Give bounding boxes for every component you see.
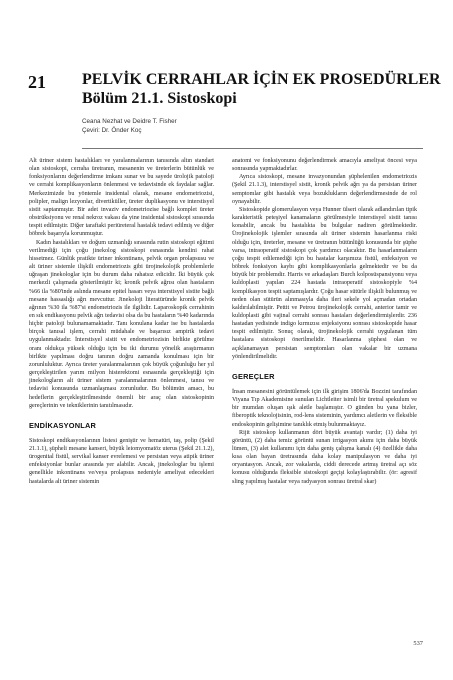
chapter-number: 21	[28, 72, 46, 92]
authors: Ceana Nezhat ve Deidre T. Fisher	[82, 118, 177, 125]
author-block	[82, 117, 422, 135]
page-number: 537	[413, 640, 423, 647]
paragraph: Sistoskopi endikasyonlarının listesi geniştir ve hematüri, taş, polip (Şekil 21.1.1), şüpheli mesane kanseri, büyük leiomyomatöz uterus (Şekil 21.1.2), ürogenital fistül, servikal kanser evrelemesi ve persistan veya atipik üriner enfeksiyonlar bunlar arasında yer alabilir. Ancak, jinekologlar bu işlemi genellikle inkontinans ve/veya prolapsus nedeniyle ameliyat edecekleri hastalarda alt üriner sistemin	[29, 437, 214, 485]
paragraph: anatomi ve fonksiyonunu değerlendirmek amacıyla ameliyat öncesi veya sonrasında yapmaktadırlar.	[232, 158, 417, 173]
section-heading-endikasyonlar: ENDİKASYONLAR	[29, 420, 97, 430]
translator: Çeviri: Dr. Önder Koç	[82, 127, 142, 134]
section-heading-gerecler: GEREÇLER	[232, 371, 275, 381]
left-column	[29, 157, 214, 486]
paragraph: Sistoskopide glomerulasyon veya Hunner ülseri olarak adlandırılan tipik karakteristik peteşiyel kanamaların görülmesiyle interstisyel sistit tanısı konabilir, ancak bu hastalıkta bu bulgular nadiren görülmektedir. Ürojinekolojik işlemler sırasında alt üriner sistemin hasarlanma riski olduğu için, üreterler, mesane ve üretranın bütünlüğü konusunda bir şüphe varsa, intraoperatif sistoskopi çok yardımcı olacaktır. Bu hasarlanmaların çoğu tespit edilemediği için bu hastalar karşımıza fistül, enfeksiyon ve böbrek fonksiyon kaybı gibi komplikasyonlarla gelmektedir ve bu da büyük bir problemdir. Harris ve arkadaşları Burch kolposüspansiyonu veya kuldoplasti yapılan 224 hastada intraoperatif sistoskopiyle %4 komplikasyon tespit saptamışlardır. Çoğu hasar sütürle ilişkili bulunmuş ve neden olan sütürün alınmasıyla daha ileri sekele yol açmadan ortadan kaldırılabilmiştir. Pettit ve Petrou ürojinekolojik cerrahi, anterior tamir ve kuldoplasti gibi vajinal cerrahi sonrası hastaları değerlendirmişlerdir. 236 hastadan yedisinde indigo kırmızısı enjeksiyonu sonrası sistoskopide hasar tespit edilmiştir. Sonuç olarak, ürojinekolojik cerrahi uygulanan tüm hastalara sistoskopi önerilmelidir. Hasarlanma şüphesi olan ve açıklanamayan persistan semptomları olan vakalar bir uzmana yönlendirilmelidir.	[232, 206, 417, 360]
chapter-subtitle: Bölüm 21.1. Sistoskopi	[82, 90, 237, 107]
paragraph: Ayrıca sistoskopi, mesane invazyonundan şüphelenilen endometriozis (Şekil 21.1.3), interstisyel sistit, kronik pelvik ağrı ya da persistan üriner semptomlar gibi hastalık veya bozuklukların değerlendirmesinde de rol oynayabilir.	[232, 174, 417, 205]
paragraph: Alt üriner sistem hastalıkları ve yaralanmalarının tanısında altın standart olan sistoskopi, cerraha üretranın, mesanenin ve üreterlerin bütünlük ve fonksiyonlarını değerlendirme imkanı sunar ve bu sayede ürolojik patoloji ve cerrahi komplikasyonların önlenmesi ve tedavisinde ek faydalar sağlar. Merkezimizde bu yöntemle insidental olarak, mesane endometriozisi, polipler, malign lezyonlar, divertiküller, üreter duplikasyonu ve interstisyel sistit saptanmıştır. Bir adet invaziv endometriozise bağlı komplet üreter obstrüksiyonu ve renal nekroz vakası da yine insidental sistoskopi sırasında tespit edilmiştir. Diğer taraftaki periüreteral hastalık tedavi edilmiş ve diğer böbrek başarıyla korunmuştur.	[29, 158, 214, 238]
header-divider	[82, 148, 423, 149]
right-column	[232, 157, 417, 486]
paragraph: Kadın hastalıkları ve doğum uzmanlığı sırasında rutin sistoskopi eğitimi verilmediği için çoğu jinekolog sistoskopi esnasında kendini rahat hissetmez. Günlük pratikte üriner inkontinans, pelvik organ prolapsusu ve alt üriner sistemle ilişkili endometriozis gibi ürojinekolojik problemlerle uğraşan jinekologlar için bu durum daha rahatsız edicidir. İki büyük çok merkezli çalışmada gösterilmiştir ki; kronik pelvik ağrısı olan hastaların %66 ila %80'inde aslında mesane epitel hasarı veya interstisyel sistite bağlı mesane hassaslığı ağrı mevcuttur. Jinekoloji literatüründe kronik pelvik ağrının %30 ila %87'si endometriozis ile ilgilidir. Laparoskopik cerrahinin en sık endikasyonu pelvik ağrı tedavisi olsa da bu hastaların %40 kadarında hiçbir patoloji bulunamamaktadır. Tanı konulana kadar ise bu hastalarda birçok tanısal işlem, cerrahi müdahale ve başarısız ampirik tedavi uygulanmaktadır. İnterstisyel sistit ve endometriozisin birlikte görülme oranı oldukça yüksek olduğu için bu iki durumu yönelik araştırmanın birlikte yapılması doğru tanının doğru zamanda konulması için bir zorunluluktur. Ayrıca üreter yaralanmalarının çok büyük çoğunluğu her yıl gerçekleştirilen yarım milyon histerektomi esnasında gerçekleştiği için jinekologların alt üriner sistem yaralanmalarının önlenmesi, tanısı ve tedavisi konusunda uzmanlaşması zorunludur. Bu bölümün amacı, bu hedeflerin gerçekleştirilmesinde önemli bir araç olan sistoskopinin gereçlerinin ve tekniklerinin tanıtılmasıdır.	[29, 239, 214, 409]
chapter-header	[82, 70, 441, 135]
paragraph: İnsan mesanesini görüntülemek için ilk girişim 1806'da Bozzini tarafından Viyana Tıp Akademisine sunulan Lichtleiter isimli bir üretral spekulum ve bir mumdan oluşan ışık aletle başlamıştır. O günden bu yana bizler, fiberoptik teknolojisinin, rod-lens sisteminin, yardımcı aletlerin ve fleksible endoskopinin gelişimine tanıklık etmiş bulunmaktayız.	[232, 388, 417, 428]
chapter-title: PELVİK CERRAHLAR İÇİN EK PROSEDÜRLER	[82, 71, 441, 88]
paragraph: Rijit sistoskop kullanmanın dört büyük avantajı vardır; (1) daha iyi görüntü, (2) daha temiz görüntü sunan irrigasyon akımı için daha büyük lümen, (3) alet kullanımı için daha geniş çalışma kanalı (4) özellikle daha kısa olan bayan üretrasında daha kolay manipulasyon ve daha iyi oryantasyon. Ancak, zor vakalarda, ciddi derecede artmış üretral açı söz konusu olduğunda fleksible sistoskopi geçişi kolaylaştırabilir. (ör: agresif sling yapılmış hastalar veya radyasyon sonrası üretral skar)	[232, 429, 417, 485]
